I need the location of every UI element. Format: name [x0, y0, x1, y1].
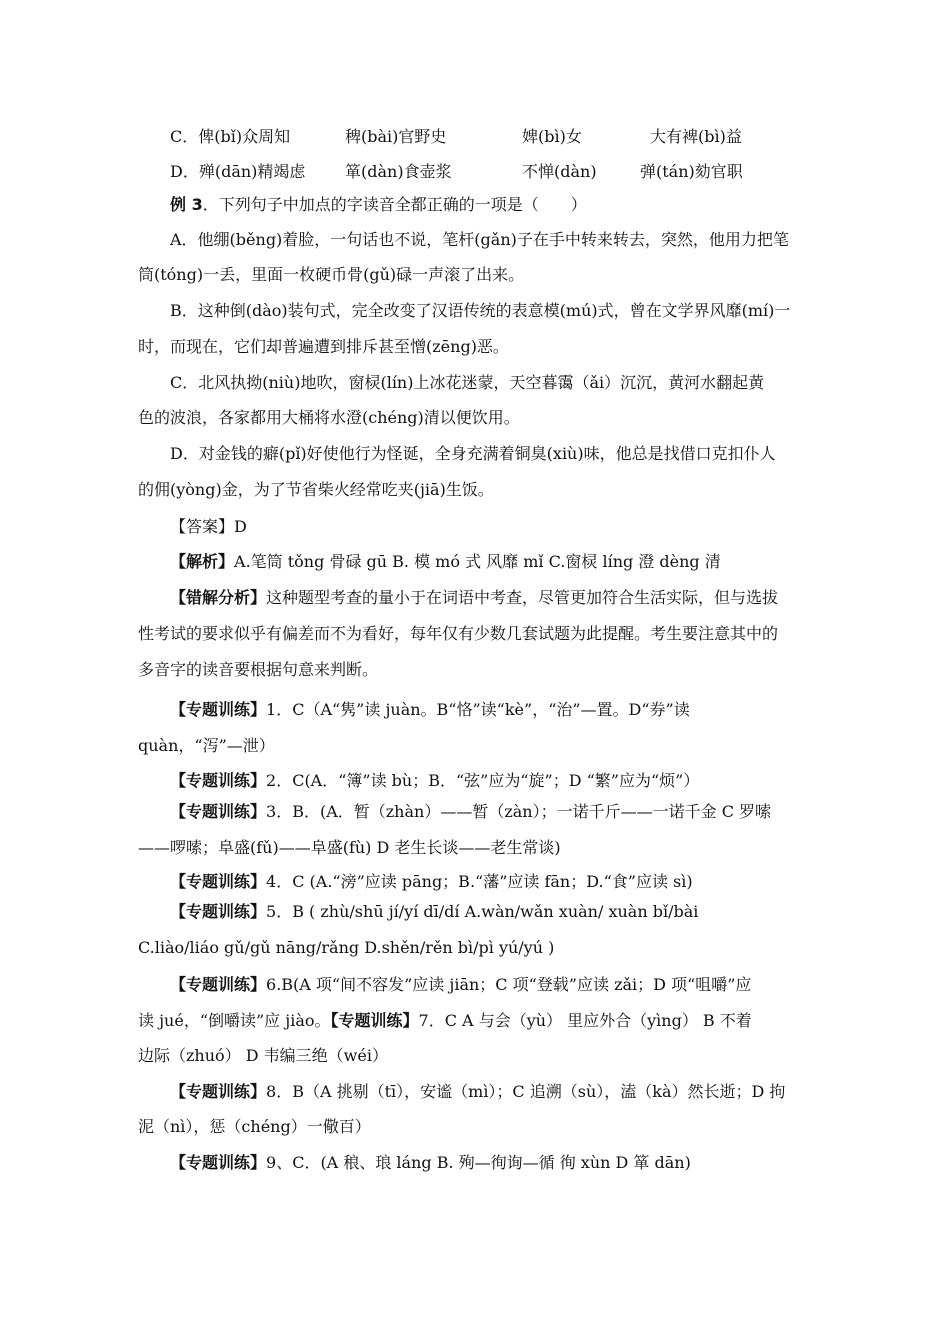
- error-analysis-line1: [170, 588, 778, 608]
- training-8-line1: [170, 1082, 785, 1102]
- training-label: 【专题训练】: [170, 975, 267, 994]
- training-3-line1: [170, 802, 771, 822]
- training-9-text: 9、C．(A 稂、琅 láng B. 殉—徇询—循 徇 xùn D 箪 dān): [266, 1153, 691, 1172]
- example-3-option-b-line1: B．这种倒(dào)装句式，完全改变了汉语传统的表意模(mú)式，曾在文学界风靡(mí)一: [170, 301, 791, 320]
- training-5-line2: C.liào/liáo gǔ/gǔ nāng/rǎng D.shěn/rěn bì/pì yú/yú ): [138, 938, 555, 957]
- training-8-line2: 泥（nì），惩（chéng）一儆百）: [138, 1117, 371, 1136]
- training-6-7-line2: [138, 1011, 752, 1031]
- example-3-question: [170, 195, 587, 215]
- training-6-text1: 6.B(A 项“间不容发”应读 jiān；C 项“登载”应读 zǎi；D 项“咀嚼”应: [266, 975, 752, 994]
- explanation-label: 【解析】: [170, 552, 235, 571]
- training-1-line2: quàn，“泻”—泄）: [138, 736, 275, 755]
- example-3-option-d-line1: D．对金钱的癖(pǐ)好使他行为怪诞，全身充满着铜臭(xiù)味，他总是找借口克扣仆人: [170, 444, 776, 463]
- training-8-text1: 8．B（A 挑剔（tī），安谧（mì）；C 追溯（sù），溘（kà）然长逝；D 拘: [266, 1082, 786, 1101]
- training-1-text1: 1．C（A“隽”读 juàn。B“恪”读“kè”，“治”—置。D“券”读: [266, 700, 690, 719]
- error-analysis-line3: 多音字的读音要根据句意来判断。: [138, 660, 379, 679]
- example-3-option-c-line1: C．北风执拗(niù)地吹，窗棂(lín)上冰花迷蒙，天空暮霭（ǎi）沉沉，黄河水翻起黄: [170, 373, 765, 392]
- explanation-line: [170, 552, 721, 572]
- training-5-text1: 5．B ( zhù/shū jí/yí dī/dí A.wàn/wǎn xuàn/ xuàn bǐ/bài: [266, 902, 699, 921]
- option-c-1: C．俾(bǐ)众周知: [170, 127, 291, 146]
- training-label: 【专题训练】: [170, 1153, 267, 1172]
- training-label: 【专题训练】: [170, 700, 267, 719]
- training-label: 【专题训练】: [170, 1082, 267, 1101]
- training-5-line1: [170, 902, 698, 922]
- error-analysis-line2: 性考试的要求似乎有偏差而不为看好，每年仅有少数几套试题为此提醒。考生要注意其中的: [138, 624, 779, 643]
- training-9-line: [170, 1153, 691, 1173]
- training-label: 【专题训练】: [170, 872, 267, 891]
- example-3-text: ．下列句子中加点的字读音全都正确的一项是（ ）: [202, 195, 587, 214]
- example-3-option-d-line2: 的佣(yòng)金，为了节省柴火经常吃夹(jiā)生饭。: [138, 480, 494, 499]
- option-row-c: [0, 124, 950, 144]
- training-label: 【专题训练】: [170, 902, 267, 921]
- option-c-4: 大有裨(bì)益: [650, 127, 742, 146]
- training-6-line1: [170, 975, 751, 995]
- answer-line: [170, 517, 247, 537]
- option-d-2: 箪(dàn)食壶浆: [345, 162, 452, 181]
- training-label: 【专题训练】: [170, 802, 267, 821]
- training-4-line: [170, 872, 693, 892]
- option-c-3: 婢(bì)女: [522, 127, 582, 146]
- option-c-2: 稗(bài)官野史: [345, 127, 447, 146]
- option-d-3: 不惮(dàn): [522, 162, 597, 181]
- error-analysis-text1: 这种题型考查的量小于在词语中考查，尽管更加符合生活实际，但与选拔: [266, 588, 779, 607]
- training-7-text1: 7．C A 与会（yù） 里应外合（yìng） B 不着: [418, 1011, 752, 1030]
- answer-label: 【答案】: [170, 517, 235, 536]
- training-1-line1: [170, 700, 690, 720]
- answer-value: D: [234, 517, 247, 536]
- option-d-4: 弹(tán)劾官职: [640, 162, 743, 181]
- example-3-label: 例 3: [170, 195, 203, 214]
- error-analysis-label: 【错解分析】: [170, 588, 267, 607]
- example-3-option-c-line2: 色的波浪，各家都用大桶将水澄(chéng)清以便饮用。: [138, 408, 520, 427]
- training-label: 【专题训练】: [330, 1011, 419, 1030]
- training-3-text1: 3．B．(A．暂（zhàn）——暂（zàn）；一诺千斤——一诺千金 C 罗嗦: [266, 802, 772, 821]
- explanation-text: A.笔筒 tǒng 骨碌 gū B. 模 mó 式 风靡 mǐ C.窗棂 líng 澄 dèng 清: [234, 552, 721, 571]
- option-d-1: D．殚(dān)精竭虑: [170, 162, 306, 181]
- training-6-text2: 读 jué，“倒嚼读”应 jiào。: [138, 1011, 331, 1030]
- training-4-text: 4．C (A.“滂”应读 pāng；B.“藩”应读 fān；D.“食”应读 sì): [266, 872, 693, 891]
- example-3-option-a-line2: 筒(tóng)一丢，里面一枚硬币骨(gǔ)碌一声滚了出来。: [138, 265, 525, 284]
- training-2-text: 2．C(A．“簿”读 bù；B．“弦”应为“旋”；D “繁”应为“烦”）: [266, 771, 700, 790]
- example-3-option-b-line2: 时，而现在，它们却普遍遭到排斥甚至憎(zēng)恶。: [138, 337, 509, 356]
- training-2-line: [170, 771, 699, 791]
- training-label: 【专题训练】: [170, 771, 267, 790]
- training-3-line2: ——啰嗦；阜盛(fǔ)——阜盛(fù) D 老生长谈——老生常谈): [138, 838, 561, 857]
- example-3-option-a-line1: A．他绷(běng)着脸，一句话也不说，笔杆(gǎn)子在手中转来转去，突然，他用力把笔: [170, 230, 789, 249]
- option-row-d: [0, 159, 950, 179]
- training-7-line2: 边际（zhuó） D 韦编三绝（wéi）: [138, 1046, 388, 1065]
